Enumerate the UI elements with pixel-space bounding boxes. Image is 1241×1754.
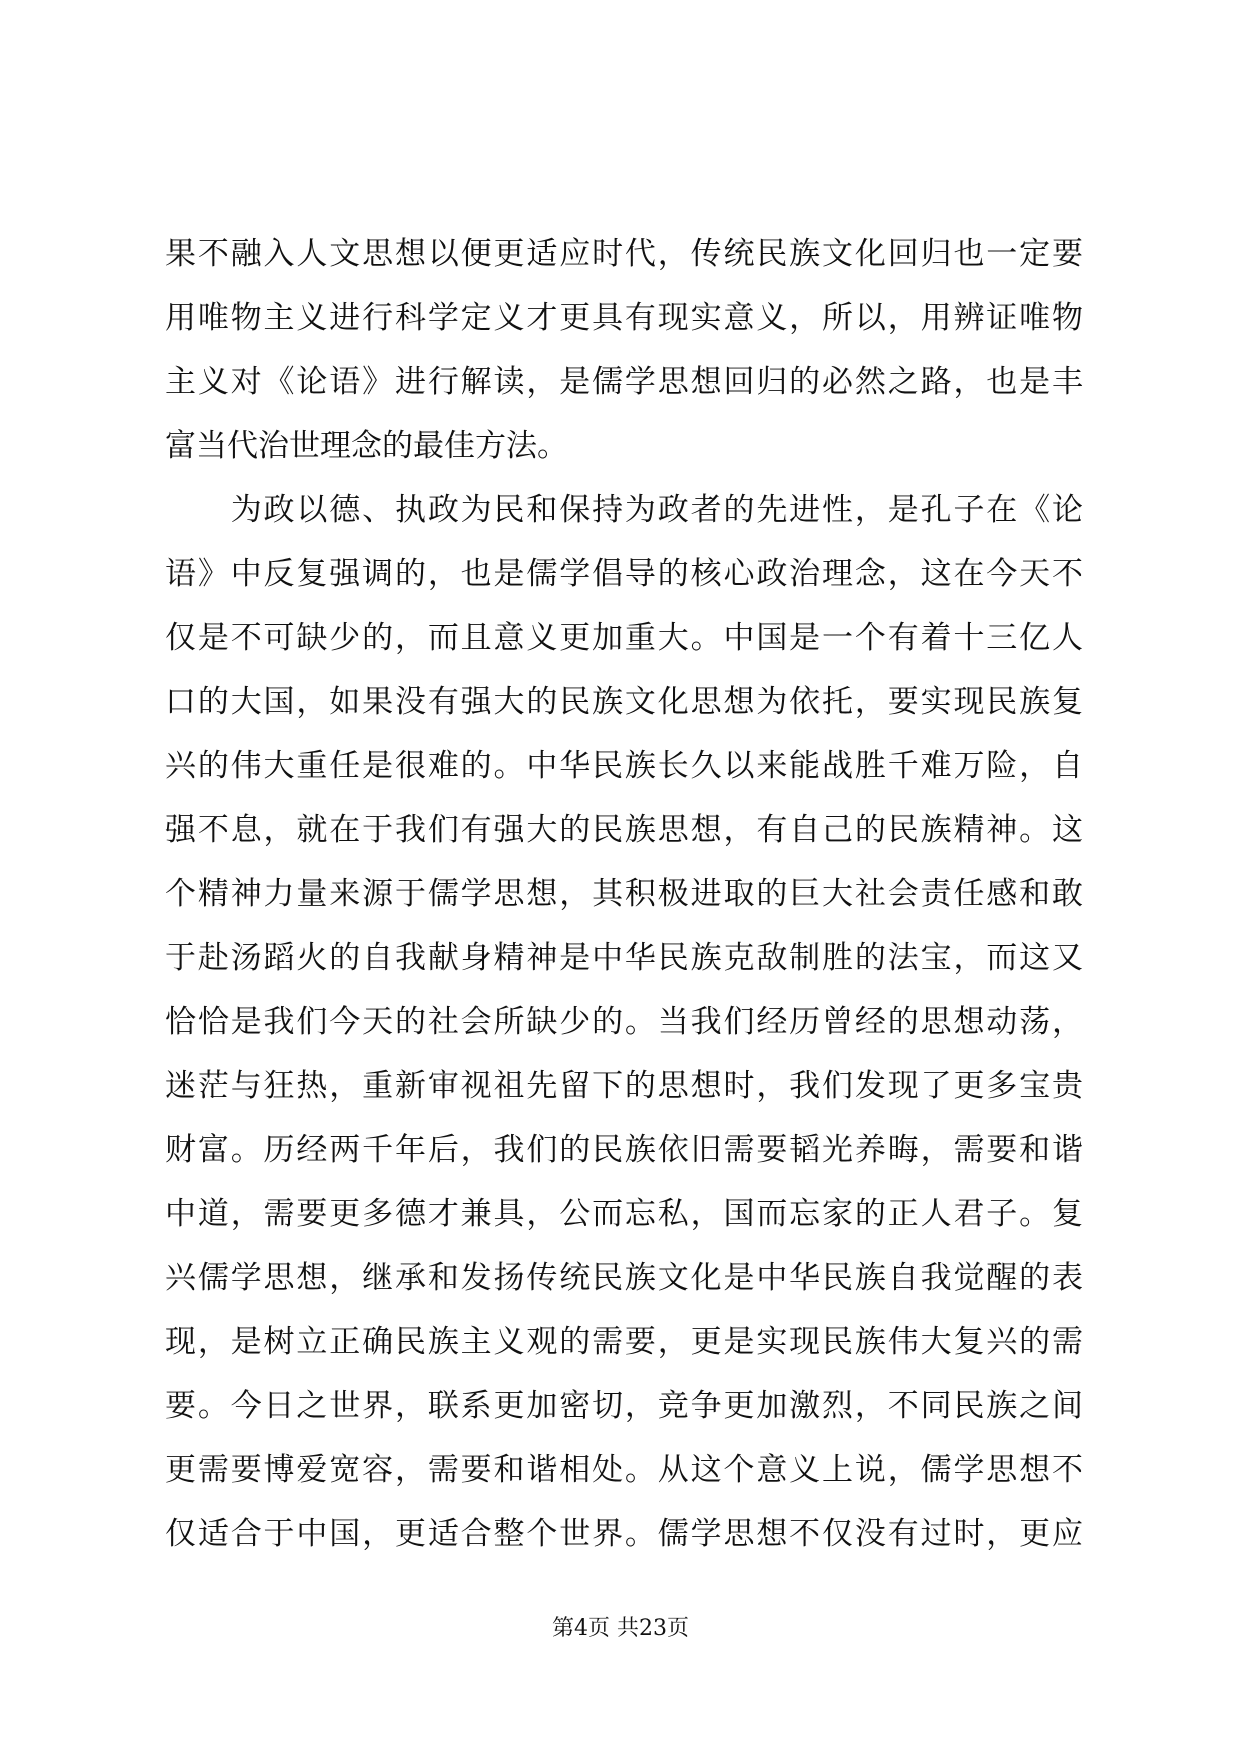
text-line: 果不融入人文思想以便更适应时代，传统民族文化回归也一定要 — [165, 236, 1083, 272]
text-line: 仅适合于中国，更适合整个世界。儒学思想不仅没有过时，更应 — [165, 1516, 1083, 1552]
text-line: 财富。历经两千年后，我们的民族依旧需要韬光养晦，需要和谐 — [165, 1132, 1083, 1168]
text-line: 仅是不可缺少的，而且意义更加重大。中国是一个有着十三亿人 — [165, 620, 1083, 656]
text-line: 主义对《论语》进行解读，是儒学思想回归的必然之路，也是丰 — [165, 364, 1083, 400]
text-line: 中道，需要更多德才兼具，公而忘私，国而忘家的正人君子。复 — [165, 1196, 1083, 1232]
text-line: 迷茫与狂热，重新审视祖先留下的思想时，我们发现了更多宝贵 — [165, 1068, 1083, 1104]
text-line: 语》中反复强调的，也是儒学倡导的核心政治理念，这在今天不 — [165, 556, 1083, 592]
text-line: 强不息，就在于我们有强大的民族思想，有自己的民族精神。这 — [165, 812, 1083, 848]
text-line: 恰恰是我们今天的社会所缺少的。当我们经历曾经的思想动荡， — [165, 1004, 1083, 1040]
body-text — [165, 222, 1083, 1566]
text-line: 为政以德、执政为民和保持为政者的先进性，是孔子在《论 — [165, 492, 1083, 528]
text-line: 富当代治世理念的最佳方法。 — [165, 428, 568, 464]
text-line: 用唯物主义进行科学定义才更具有现实意义，所以，用辨证唯物 — [165, 300, 1083, 336]
text-line: 更需要博爱宽容，需要和谐相处。从这个意义上说，儒学思想不 — [165, 1452, 1083, 1488]
text-line: 兴儒学思想，继承和发扬传统民族文化是中华民族自我觉醒的表 — [165, 1260, 1083, 1296]
text-line: 兴的伟大重任是很难的。中华民族长久以来能战胜千难万险，自 — [165, 748, 1083, 784]
text-line: 现，是树立正确民族主义观的需要，更是实现民族伟大复兴的需 — [165, 1324, 1083, 1360]
text-line: 要。今日之世界，联系更加密切，竞争更加激烈，不同民族之间 — [165, 1388, 1083, 1424]
text-line: 个精神力量来源于儒学思想，其积极进取的巨大社会责任感和敢 — [165, 876, 1083, 912]
text-line: 于赴汤蹈火的自我献身精神是中华民族克敌制胜的法宝，而这又 — [165, 940, 1083, 976]
page-number-footer: 第4页 共23页 — [552, 1616, 689, 1641]
text-line: 口的大国，如果没有强大的民族文化思想为依托，要实现民族复 — [165, 684, 1083, 720]
